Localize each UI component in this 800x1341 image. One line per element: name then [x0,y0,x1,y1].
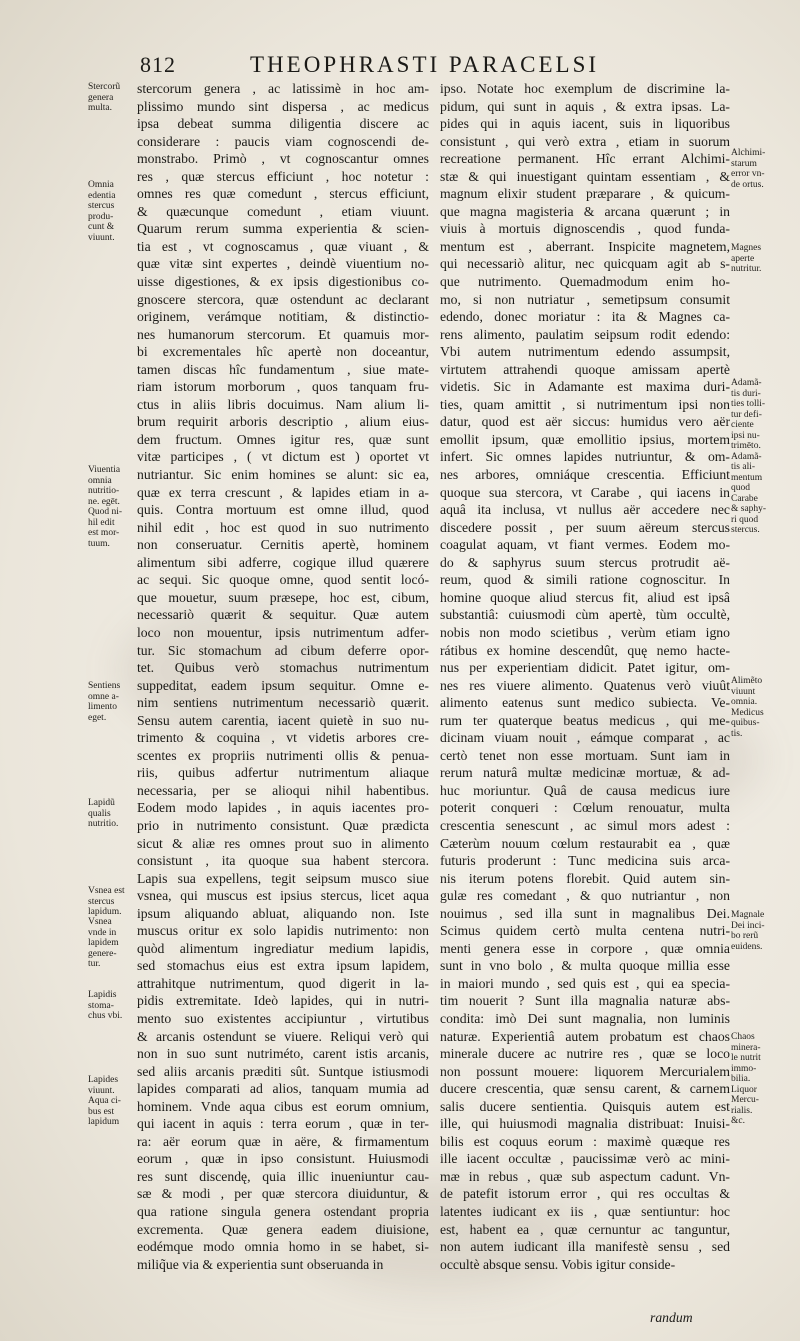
text-line: vitæ participes , ( vt dictum est ) oportet vt [137,449,429,465]
text-line: necessariò quærit & sequitur. Quæ autem [137,607,429,623]
text-line: ties, quam amittit , si nutrimentum ipsi non [440,396,730,412]
margin-note-line: omnia. [731,697,758,707]
text-line: naturæ. Experientiâ autem probatum est chaos [440,1028,730,1044]
text-line: quis. Contra mortuum est omne illud, quod [137,502,429,518]
text-line: sed aliis arcanis præditi sût. Suntque istiusmodi [137,1063,429,1079]
margin-note-line: viuunt [731,686,756,697]
text-line: non autem iudicant illa manifestè sensu , sed [440,1239,730,1255]
text-line: poterit conqueri : Cœlum renouatur, multa [440,800,730,816]
text-line: in maiori mundo , sed quis est , qui ea specia- [440,975,730,991]
margin-note-line: trimēto. [731,441,761,451]
margin-note-line: Alimẽto [731,676,763,686]
margin-note [731,243,761,275]
margin-note-line: quibus- [731,718,760,728]
margin-note-line: Dei inci- [731,920,765,931]
margin-note-line: Aqua ci- [88,1096,121,1106]
margin-note-line: & saphy- [731,504,767,514]
margin-note-line: ne. egēt. [88,496,120,507]
margin-note-line: &c. [731,1116,745,1126]
text-line: riam istorum morborum , quos tanquam fru- [137,379,429,395]
catchword: randum [650,1310,693,1325]
text-line: sicut & aliæ res omnes prout suo in alimento [137,835,429,851]
text-line: certò tenet non esse mortuam. Sunt iam in [440,747,730,763]
text-line: mentum est , aberrant. Inspicite magnetem, [440,238,730,254]
text-line: ctus in aliis libris docuimus. Nam alium li- [137,396,429,412]
text-line: que magna magisteria & arcana quærunt ; in [440,203,730,219]
text-line: mæ in rebus , quæ sub aspectum cadunt. Vn- [440,1168,730,1184]
text-line: futuris proderunt : Tunc medicina suis arca- [440,853,730,869]
margin-note-line: Adamã- [731,451,762,462]
margin-note-line: bilia. [731,1074,751,1084]
text-line: nes humanorum stercorum. Et quamuis mor- [137,326,429,342]
margin-note-line: aperte [731,253,755,264]
text-line: ac sequi. Sic quoque omne, quod sentit locó- [137,572,429,588]
text-line: plissimo mundo sint dispersa , ac medicus [137,98,429,114]
margin-note-line: Stercorũ [88,82,121,92]
margin-note-line: vnde in [88,927,117,938]
margin-note-line: stercus [88,201,115,211]
margin-note [88,465,122,549]
margin-note-line: Viuentia [88,465,121,475]
text-line: bilis est coquus eorum : maximè quæque res [440,1133,730,1149]
text-line: substantiâ: cuiusmodi cùm apertè, tùm occultè, [440,607,730,623]
text-line: videtis. Sic in Adamante est maxima duri- [440,379,730,395]
text-line: mento suo existentes accipiuntur , virtutibus [137,1010,429,1026]
margin-note-line: nutritio- [88,486,120,496]
text-line: alimentum sibi adferre, cogique illud quærere [137,554,429,570]
text-line: hominem. Vnde aqua cibus est eorum omnium, [137,1098,429,1114]
text-line: qua ratione singula genera ostendant propria [137,1204,429,1219]
text-line: & arcanis ostendunt se viuere. Reliqui verò qui [137,1028,429,1044]
margin-note-line: nutritur. [731,264,762,274]
margin-note-line: Magnes [731,243,762,253]
text-line: nihil edit , hoc est quod in suo nutrimento [137,519,429,535]
margin-note-line: tis ali- [731,462,756,472]
text-line: nes res viuere alimento. Quatenus verò viuût [440,677,730,693]
margin-note-line: Medicus [731,707,764,718]
margin-note [731,676,764,739]
margin-note-line: multa. [88,103,113,113]
margin-note-line: quod [731,483,750,493]
text-line: Lapis sua expellens, tegit seipsum musco siue [137,870,429,886]
margin-note [731,1032,761,1127]
text-line: rátibus ex homine descendût, quę nemo hacte- [440,642,730,658]
margin-note [731,148,765,190]
margin-note-line: viuunt. [88,232,115,243]
margin-note-line: error vn- [731,169,765,179]
text-line: quòd alimentum ingrediatur medium lapidis, [137,940,429,956]
text-line: suppeditat, eadem ipsum sequitur. Omne e- [137,677,429,693]
text-line: virtutem attrahendi quoque amissam apertè [440,361,730,377]
margin-note-line: est mor- [88,528,120,538]
margin-note [88,681,120,723]
text-line: gulæ res comedant , & quo nutriantur , non [440,888,730,904]
margin-note-line: eget. [88,712,107,723]
margin-note-line: hil edit [88,517,115,528]
text-line: tet. Quibus verò stomachus nutrimentum [137,660,429,676]
text-line: dicinam viuam nouit , eámque comparat , ac [440,730,730,746]
right-text-column [440,80,730,1273]
running-head: THEOPHRASTI PARACELSI [250,52,600,77]
text-line: quæ vitæ sint expertes , deindè viuentium no- [137,256,429,272]
margin-note-line: Lapides [88,1075,119,1085]
text-line: quæ ex terra crescunt , & lapides etiam in a- [137,484,429,500]
margin-note-line: ipsi nu- [731,430,760,441]
text-line: nus per experientiam didicit. Patet igitur, om- [440,660,730,676]
text-line: que mouetur, suum præsepe, hoc est, cibum, [137,589,429,605]
margin-note-line: Chaos [731,1032,755,1042]
text-line: alimento eatenus sunt medico subiecta. Ve- [440,695,730,711]
text-line: rens alimento, paulatim seipsum rodit edendo: [440,326,730,342]
margin-note-line: Lapidis [88,990,117,1000]
text-line: nim sentiens nutrimentum necessariò quærit. [137,695,429,711]
margin-note-line: Mercu- [731,1095,759,1105]
text-line: nutriantur. Sic enim homines se alunt: sic ea, [137,467,429,483]
text-line: pidis extremitate. Ideò lapides, qui in nutri- [137,993,429,1009]
text-line: pides qui in aquis iacent, suis in liquoribus [440,116,730,132]
text-line: sed stomachus eius est extra ipsum lapidem, [137,958,429,974]
text-line: discedere possit , per suum aëreum stercus [440,519,730,535]
margin-note-line: Adamã- [731,378,762,388]
margin-note-line: lapidem [88,938,119,948]
margin-note-line: minera- [731,1042,761,1053]
text-line: dem fructum. Omnes igitur res, quæ sunt [137,431,429,447]
text-line: menti genera esse in corpore , quæ omnia [440,940,730,956]
text-line: excrementa. Quæ genera eadem diuisione, [137,1221,429,1237]
text-line: ipsum aliquando abluat, aliquando non. Iste [137,905,429,921]
page-number: 812 [140,52,176,77]
text-line: riis, quibus adfertur nutrimentum aliaque [137,765,429,781]
margin-note-line: Vsnea [88,917,112,927]
text-line: lapides comparati ad alios, tanquam mumia ad [137,1081,429,1097]
text-line: stæ & qui inuestigant quintam essentiam , & [440,168,730,184]
text-line: nobis non modo scietibus , verùm etiam igno [440,624,730,640]
text-line: ra: aër eorum quæ in aëre, & firmamentum [137,1133,429,1149]
margin-note-line: genera [88,92,114,103]
text-line: omnes res quæ comedunt , stercus efficiunt, [137,186,429,202]
text-line: reum, quod & simili ratione cognoscitur. In [440,572,730,588]
text-line: stercorum genera , ac latissimè in hoc am- [137,81,429,96]
text-line: bi excrementales hîc apertè non doceantur, [137,344,429,360]
text-line: ille, qui huiusmodi magnalia distribuat: Inuisi- [440,1116,730,1132]
text-line: viuis à mortuis dignoscendis , quod funda- [440,221,730,237]
text-line: homine quoque aliud stercus fit, aliud est ipsâ [440,589,730,605]
text-line: rerum naturâ multæ medicinæ mortuæ, & ad- [440,765,730,781]
margin-note-line: Quod ni- [88,507,123,517]
margin-note-line: tis. [731,728,743,739]
text-line: res , quæ stercus efficiunt , hoc notetur : [137,168,429,184]
margin-note-line: Liquor [731,1084,757,1095]
margin-note-line: Sentiens [88,681,121,691]
text-line: aquâ ita inclusa, vt nullus aër accedere nec [440,502,730,518]
text-line: considerare : paucis viam cognoscendi de- [137,133,429,149]
margin-note-line: viuunt. [88,1085,115,1096]
margin-note-line: euidens. [731,941,763,952]
text-line: ille iacent occultæ , paucissimæ verò ac mini- [440,1151,730,1167]
margin-note-line: limento [88,702,118,712]
margin-note-line: stercus. [731,525,760,535]
text-line: infert. Sic omnes lapides nutriuntur, & om- [440,449,730,465]
text-line: latentes iudicant ex iis , quæ sentiuntur: hoc [440,1204,730,1219]
text-line: do & saphyrus suum stercus protrudit aë- [440,554,730,570]
text-line: brum requirit arboris descriptio , alium eius- [137,414,429,430]
text-line: consistunt , qui verò extra , etiam in suorum [440,133,730,149]
text-line: tia est , vt cognoscamus , quæ viuant , & [137,238,429,254]
margin-note [731,378,766,536]
margin-note-line: qualis [88,808,111,819]
margin-note-line: bo rerũ [731,931,759,941]
text-line: Cæterùm nouum cœlum restaurabit ea , quæ [440,835,730,851]
text-line: Sensu autem carentia, iacent quietè in suo nu- [137,712,429,728]
margin-note-line: tuum. [88,538,110,549]
text-line: originem, verámque notitiam, & distinctio- [137,309,429,325]
margin-note-line: immo- [731,1063,757,1074]
text-line: eorum , quæ in ipso consistunt. Huiusmodi [137,1151,429,1167]
text-line: consistunt , ita quoque sua habent stercora. [137,853,429,869]
text-line: ducere crescentia, quæ sensu carent, & carnem [440,1081,730,1097]
text-line: & quæcunque comedunt , etiam viuunt. [137,203,429,219]
margin-note-line: ties tolli- [731,399,766,409]
text-line: sunt in vno bolo , & multa quoque millia esse [440,958,730,974]
margin-note-line: omne a- [88,691,119,702]
text-line: uisse digestiones, & ex ipsis digestionibus co- [137,274,429,290]
text-line: rum ter quaterque beatus medicus , qui me- [440,712,730,728]
margin-note [88,180,115,243]
margin-note-line: produ- [88,211,114,222]
text-line: ipsa debeat summa diligentia discere ac [137,116,429,132]
text-line: condita: imò Dei sunt magnalia, non luminis [440,1010,730,1026]
margin-note-line: Lapidũ [88,798,115,808]
margin-note-line: Magnale [731,910,765,920]
margin-note [88,798,118,830]
margin-note-line: omnia [88,475,112,486]
margin-note-line: tis duri- [731,388,761,399]
margin-note-line: stoma- [88,1000,114,1011]
text-line: sæ & modi , per quæ stercora diuiduntur, & [137,1186,429,1202]
text-line: minerale ducere ac nutrire res , quæ se loco [440,1046,730,1062]
margin-note-line: Alchimi- [731,148,766,158]
text-line: occultè absque sensu. Vobis igitur conside- [440,1256,676,1272]
text-line: qui necessariò alitur, nec quicquam agit ab s- [440,256,730,272]
margin-note-line: genere- [88,948,117,959]
text-line: loco non mouentur, ipsis nutrimentum adfer- [137,624,429,640]
text-line: tamen discas hîc fundamentum , siue mate- [137,361,429,377]
text-line: necessaria, per se alioqui nihil habentibus. [137,782,429,798]
margin-note-line: rialis. [731,1105,753,1116]
text-line: mo, si non nutriatur , semetipsum consumit [440,291,730,307]
text-line: edendo, donec moriatur : ita & Magnes ca- [440,309,730,325]
text-line: emollit ipsum, quæ emollitio ipsius, mortem [440,431,730,447]
margin-note [88,990,122,1022]
margin-note-line: cunt & [88,222,115,232]
text-line: tim nouerit ? Sunt illa magnalia naturæ abs- [440,993,730,1009]
margin-note-line: tur defi- [731,409,762,420]
text-line: Quarum rerum summa experientia & scien- [137,221,429,237]
text-line: eodémque modo omnia homo in se habet, si- [137,1239,429,1255]
margin-note-line: de ortus. [731,179,764,190]
text-line: coagulat aquam, vt fiant vermes. Eodem mo- [440,537,730,553]
text-line: monstrabo. Primò , vt cognoscantur omnes [137,151,429,167]
text-line: est, habent ea , quæ cernuntur ac tanguntur, [440,1221,730,1237]
margin-note-line: starum [731,158,757,169]
text-line: magnum elixir student præparare , & quicum- [440,186,730,202]
text-line: trimento & coquina , vt videtis arbores cre- [137,730,429,746]
margin-note-line: Omnia [88,180,114,190]
margin-note-line: stercus [88,896,115,907]
text-line: vsnea, qui muscus est ipsius stercus, licet aqua [137,888,429,904]
text-line: tur. Sic stomachum ad cibum deferre opor- [137,642,429,658]
text-line: scentes ex propriis nutrimenti ollis & penua- [137,747,429,763]
text-line: Eodem modo lapides , in aquis iacentes pro- [137,800,429,816]
text-line: Scimus quidem certò multa centena nutri- [440,923,730,939]
margin-note-line: bus est [88,1106,115,1117]
margin-note [88,917,119,970]
text-line: recreatione permanent. Hîc errant Alchimi- [440,151,730,167]
text-line: de patefit istorum error , qui res occultas & [440,1186,730,1202]
margin-note-line: ri quod [731,514,759,525]
text-line: nouimus , sed illa sunt in magnalibus Dei. [440,905,730,921]
text-line: pidum, qui sunt in aquis , & extra ipsas. La- [440,98,730,114]
margin-note-line: nutritio. [88,819,119,829]
left-text-column [137,80,429,1273]
margin-note-line: lapidum. [88,907,122,917]
text-line: que nutrimento. Quemadmodum enim ho- [440,274,730,290]
text-line: Vbi autem nutrimentum edendo assumpsit, [440,344,730,360]
text-line: datur, quod est aër siccus: humidus vero aër [440,414,730,430]
text-line: non in suo sunt nutriméto, carent istis arcanis, [137,1046,429,1062]
text-line: ipso. Notate hoc exemplum de discrimine la- [440,81,730,96]
margin-note-line: le nutrit [731,1053,761,1063]
margin-note-line: Vsnea est [88,886,125,896]
margin-note [88,82,120,114]
text-line: salis ducere sentientia. Quisquis autem est [440,1098,730,1114]
text-line: qui iacent in aquis : terra eorum , quæ in ter- [137,1116,429,1132]
text-line: huc moriuntur. Quâ de causa medicus iure [440,782,730,798]
margin-note-line: Carabe [731,493,758,504]
margin-note-line: lapidum [88,1117,120,1127]
text-line: non conseruatur. Cernitis apertè, hominem [137,537,429,553]
margin-note-line: edentia [88,190,116,201]
margin-note [88,1075,121,1128]
margin-note [731,910,765,952]
text-line: nis iterum potens florebit. Quid autem sin- [440,870,730,886]
text-line: crescentia senescunt , ac simul mors adest : [440,817,730,833]
margin-note-line: chus vbi. [88,1011,123,1021]
text-line: muscus oritur ex solo lapidis nutrimento: non [137,923,429,939]
text-line: nes arbores, omniáque crescentia. Efficiunt [440,467,730,483]
margin-note [88,886,125,918]
text-line: gnoscere stercora, quæ ostendunt ac declarant [137,291,429,307]
text-line: miliq̃ue via & experientia sunt obseruanda in [137,1256,384,1272]
text-line: attrahitque nutrimentum, quod digerit in la- [137,975,429,991]
text-line: res sunt discendę, quia illic inueniuntur cau- [137,1168,429,1184]
margin-note-line: ciente [731,420,754,430]
text-line: prio in nutrimento consistunt. Quæ prædicta [137,817,429,833]
margin-note-line: mentum [731,472,763,483]
margin-note-line: tur. [88,959,101,969]
text-line: quoque sua stercora, vt Carabe , qui iacens in [440,484,730,500]
text-line: non possunt mouere: liquorem Mercurialem [440,1063,730,1079]
